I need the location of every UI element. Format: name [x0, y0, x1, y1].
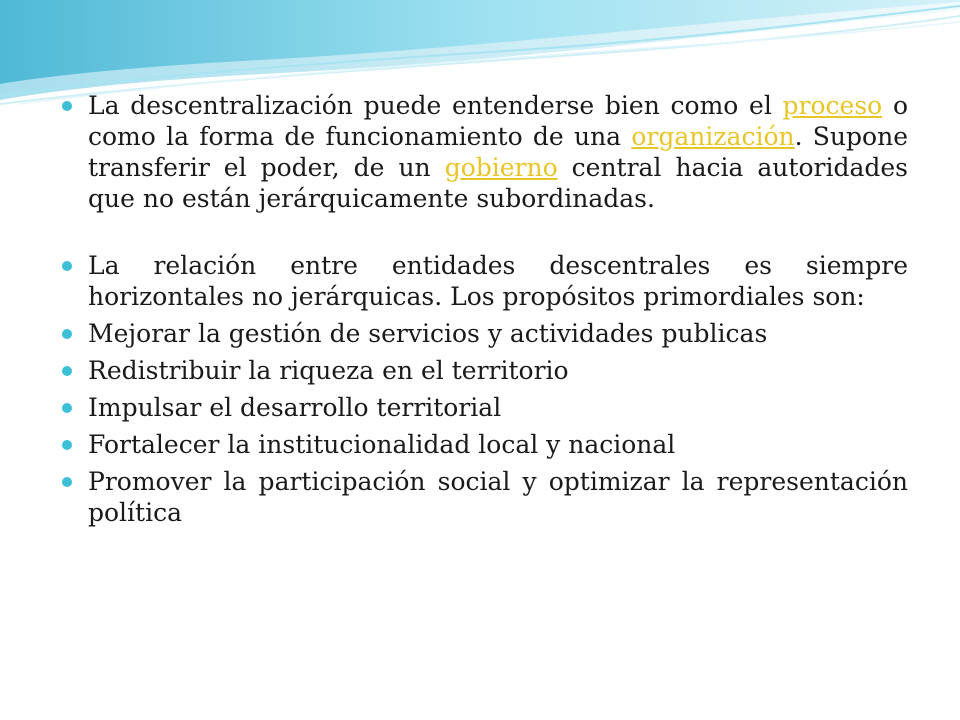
bullet-dot-icon: [62, 477, 72, 487]
bullet-dot-icon: [62, 101, 72, 111]
bullet-item: [62, 318, 908, 349]
text-segment: . Supone transferir el poder, de un: [88, 122, 908, 182]
bullet-item-text: Fortalecer la institucionalidad local y nacional: [88, 430, 676, 459]
bullet-dot-icon: [62, 261, 72, 271]
bullet-item-text: Redistribuir la riqueza en el territorio: [88, 356, 569, 385]
bullet-item-text: Impulsar el desarrollo territorial: [88, 393, 502, 422]
link-gobierno[interactable]: gobierno: [444, 153, 558, 182]
bullet-paragraph-relation: [62, 250, 908, 312]
bullet-item: [62, 466, 908, 528]
bullet-dot-icon: [62, 329, 72, 339]
text-segment: o como la forma de funcionamiento de una: [88, 91, 908, 151]
link-proceso[interactable]: proceso: [782, 91, 883, 120]
bullet-item: [62, 355, 908, 386]
relation-text: La relación entre entidades descentrales es siempre horizontales no jerárquicas. Los propósitos primordiales son:: [88, 251, 908, 311]
bullet-item-text: Promover la participación social y optimizar la representación política: [88, 467, 908, 527]
slide-content: [62, 90, 908, 534]
text-segment: central hacia autoridades que no están jerárquicamente subordinadas.: [88, 153, 908, 213]
bullet-dot-icon: [62, 403, 72, 413]
bullet-item-text: Mejorar la gestión de servicios y actividades publicas: [88, 319, 768, 348]
bullet-item: [62, 429, 908, 460]
bullet-dot-icon: [62, 440, 72, 450]
bullet-item: [62, 392, 908, 423]
bullet-paragraph-definition: [62, 90, 908, 214]
bullet-dot-icon: [62, 366, 72, 376]
link-organizacion[interactable]: organización: [631, 122, 795, 151]
text-segment: La descentralización puede entenderse bien como el: [88, 91, 783, 120]
